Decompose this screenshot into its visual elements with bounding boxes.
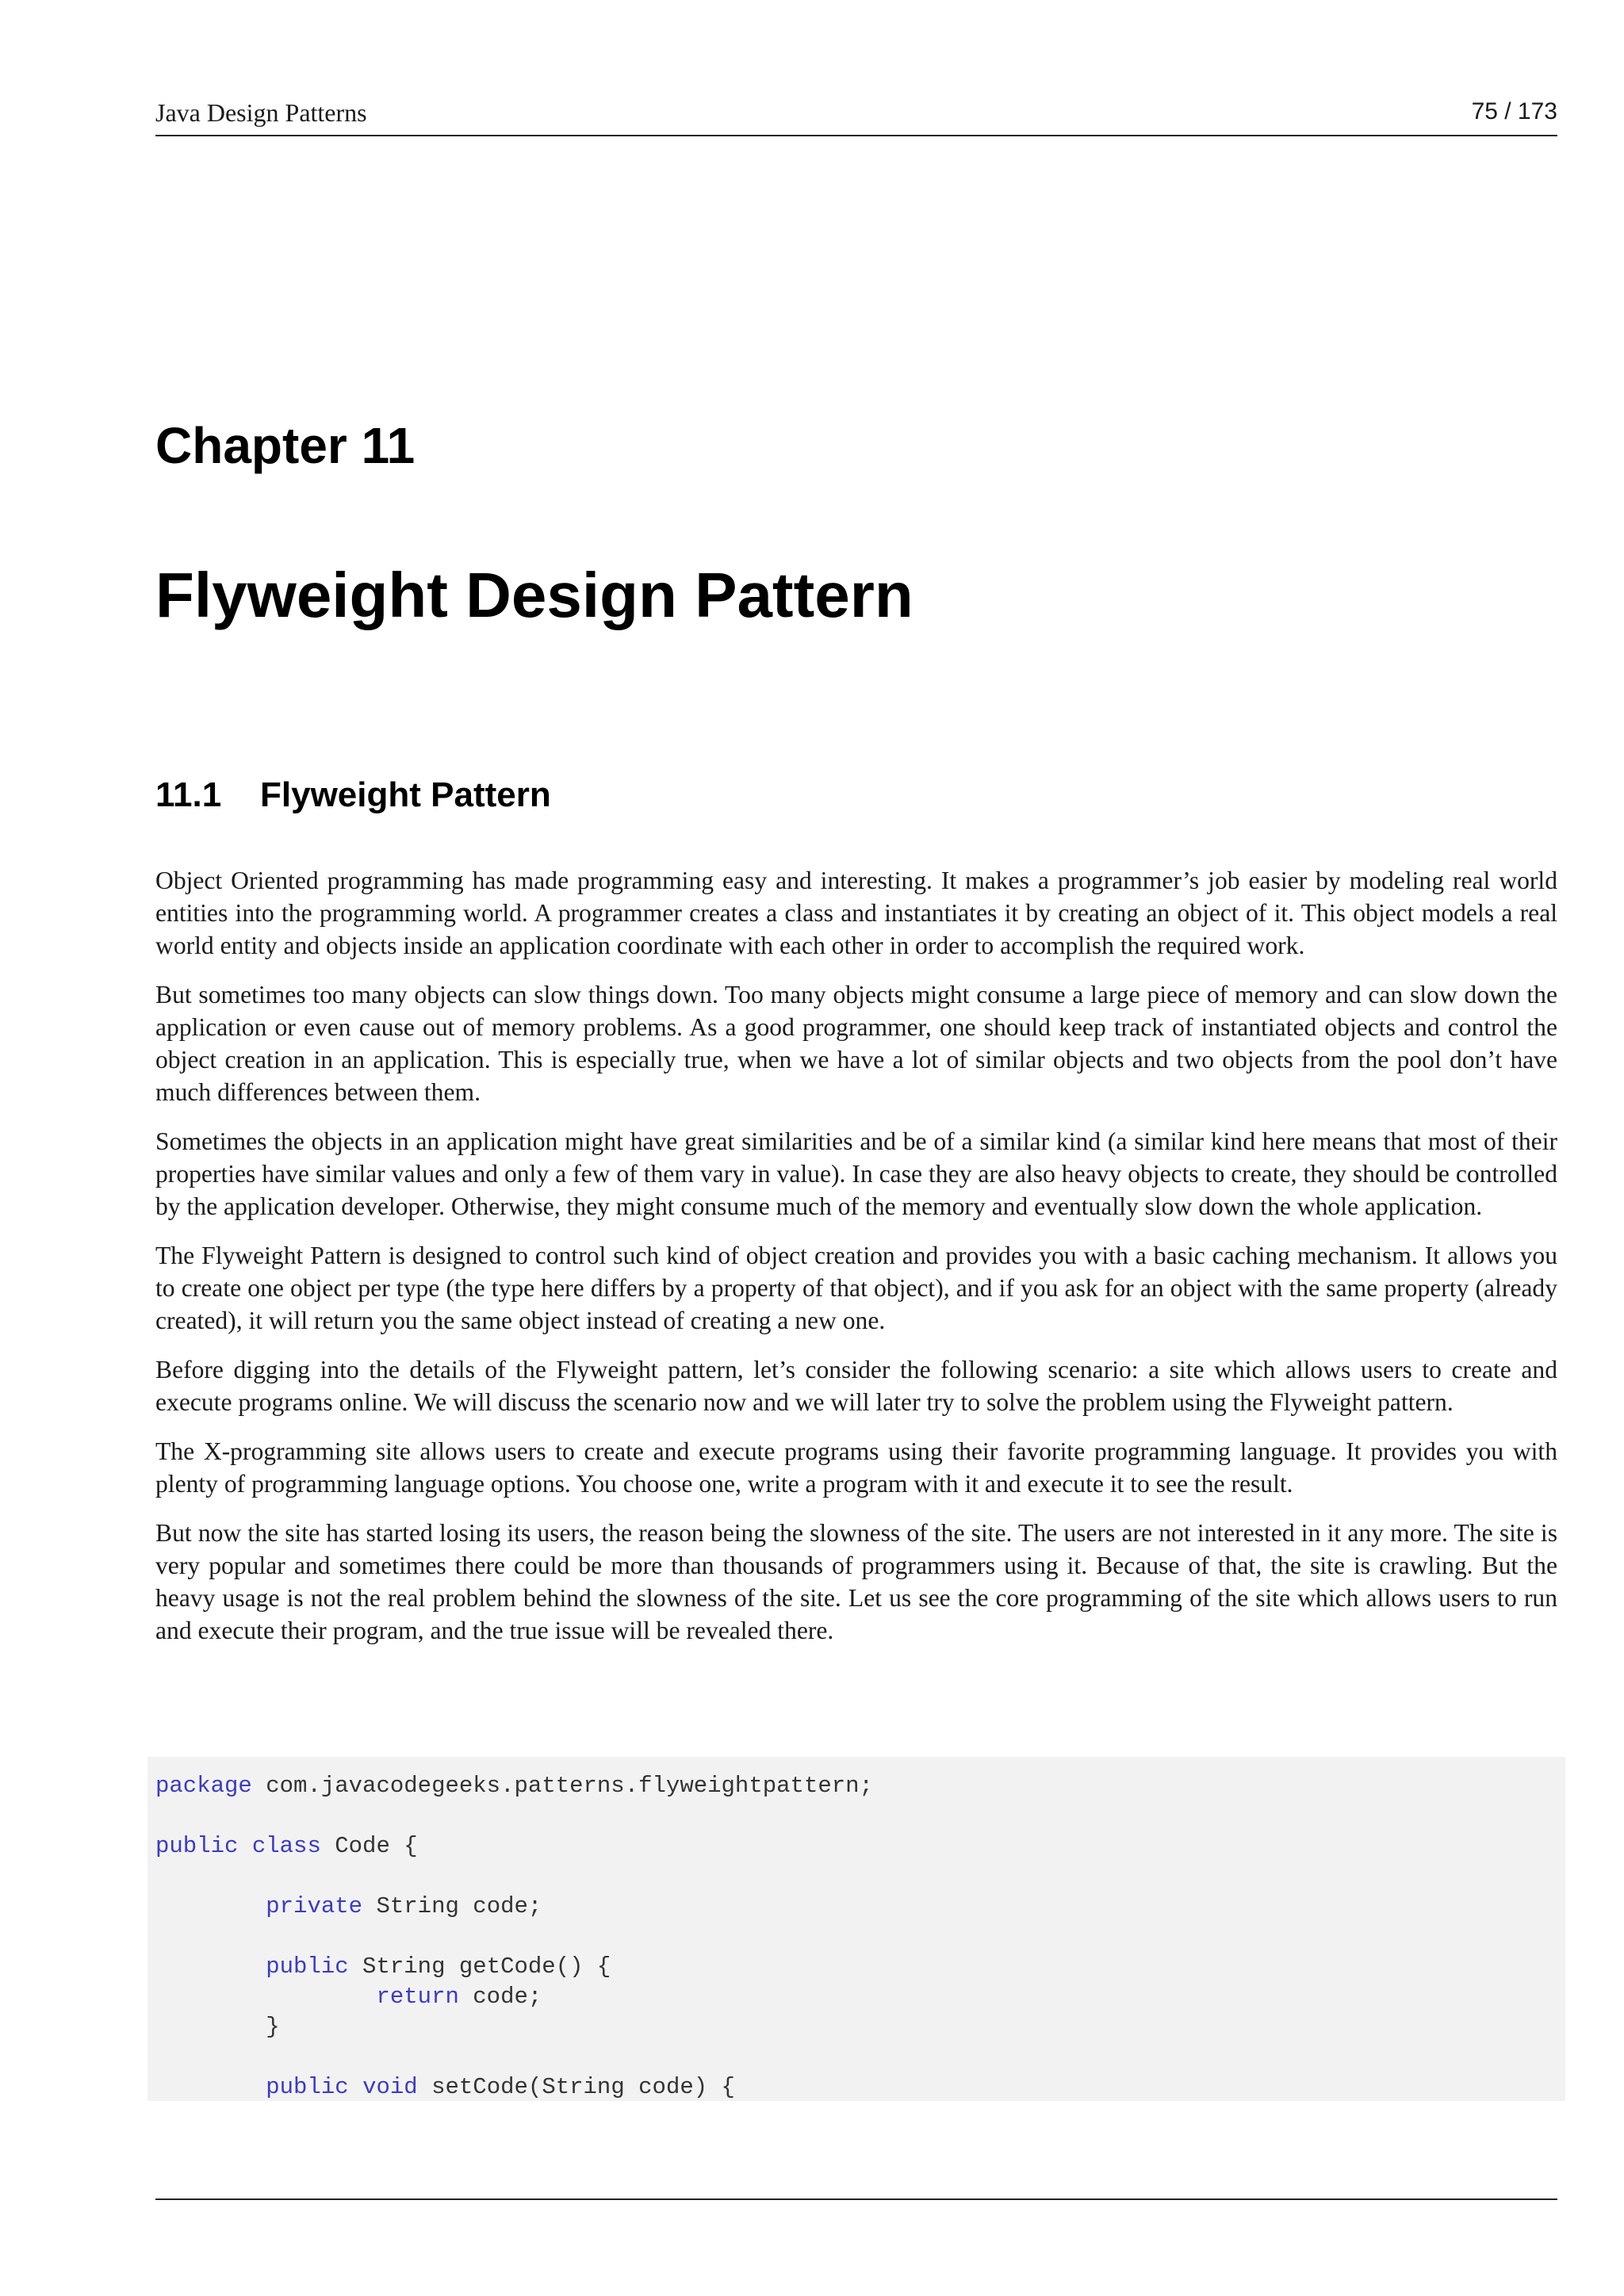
code-text: } <box>155 2014 280 2040</box>
code-line <box>155 1892 1565 1922</box>
header-page-number: 75 / 173 <box>1471 98 1557 124</box>
code-line <box>155 1952 1565 1982</box>
code-line <box>155 2042 1565 2072</box>
code-text: com.javacodegeeks.patterns.flyweightpattern; <box>251 1773 873 1799</box>
code-keyword: package <box>155 1773 252 1799</box>
chapter-label: Chapter 11 <box>155 417 416 474</box>
paragraph: Object Oriented programming has made programming easy and interesting. It makes a programmer’s job easier by modeling real world entities into the programming world. A programmer creates a class and instantiates it by creating an object of it. This object models a real world entity and objects inside an application coordinate with each other in order to accomplish the required work. <box>155 867 1557 959</box>
code-text <box>155 2074 266 2100</box>
code-text <box>238 1833 251 1859</box>
code-keyword: public <box>266 1954 349 1980</box>
code-text: code; <box>458 1984 542 2010</box>
section-number: 11.1 <box>155 775 222 814</box>
code-text: String code; <box>362 1893 542 1919</box>
running-header <box>155 98 1557 136</box>
code-line <box>155 2072 1565 2101</box>
paragraph: Before digging into the details of the Flyweight pattern, let’s consider the following scenario: a site which allows users to create and execute programs online. We will discuss the scenario now and we will later try to solve the problem using the Flyweight pattern. <box>155 1356 1557 1416</box>
code-text: Code { <box>320 1833 418 1859</box>
paragraph: Sometimes the objects in an application might have great similarities and be of a similar kind (a similar kind here means that most of their properties have similar values and only a few of them vary in value). In case they are also heavy objects to create, they should be controlled by the application developer. Otherwise, they might consume much of the memory and eventually slow down the whole application. <box>155 1127 1557 1220</box>
code-keyword: void <box>362 2074 418 2100</box>
code-line <box>155 1862 1565 1892</box>
code-line <box>155 1982 1565 2012</box>
paragraph: But sometimes too many objects can slow things down. Too many objects might consume a large piece of memory and can slow down the application or even cause out of memory problems. As a good programmer, one should keep track of instantiated objects and control the object creation in an application. This is especially true, when we have a lot of similar objects and two objects from the pool don’t have much differences between them. <box>155 981 1557 1106</box>
paragraph: The X-programming site allows users to create and execute programs using their favorite programming language. It provides you with plenty of programming language options. You choose one, write a program with it and execute it to see the result. <box>155 1437 1557 1498</box>
code-text <box>155 1954 266 1980</box>
paragraph: But now the site has started losing its users, the reason being the slowness of the site. The users are not interested in it any more. The site is very popular and sometimes there could be more than thousands of programmers using it. Because of that, the site is crawling. But the heavy usage is not the real problem behind the slowness of the site. Let us see the core programming of the site which allows users to run and execute their program, and the true issue will be revealed there. <box>155 1519 1557 1644</box>
code-line <box>155 2012 1565 2042</box>
code-text: setCode(String code) { <box>417 2074 735 2100</box>
section-title: Flyweight Pattern <box>260 775 551 814</box>
code-text <box>349 2074 362 2100</box>
code-keyword: public <box>266 2074 349 2100</box>
code-line <box>155 1922 1565 1952</box>
code-keyword: class <box>251 1833 321 1859</box>
code-keyword: private <box>266 1893 363 1919</box>
code-line <box>155 1801 1565 1831</box>
code-keyword: public <box>155 1833 239 1859</box>
section-heading <box>155 775 551 815</box>
code-text <box>155 1984 376 2010</box>
code-line <box>155 1831 1565 1862</box>
footer-rule <box>155 2198 1557 2200</box>
code-line <box>155 1771 1565 1801</box>
paragraph: The Flyweight Pattern is designed to control such kind of object creation and provides you with a basic caching mechanism. It allows you to create one object per type (the type here differs by a property of that object), and if you ask for an object with the same property (already created), it will return you the same object instead of creating a new one. <box>155 1242 1557 1334</box>
body-text <box>155 864 1557 1663</box>
code-text: String getCode() { <box>348 1954 611 1980</box>
header-doc-title: Java Design Patterns <box>155 98 367 127</box>
chapter-title: Flyweight Design Pattern <box>155 560 914 630</box>
code-text <box>155 1893 266 1919</box>
code-block <box>147 1757 1565 2101</box>
code-keyword: return <box>376 1984 459 2010</box>
